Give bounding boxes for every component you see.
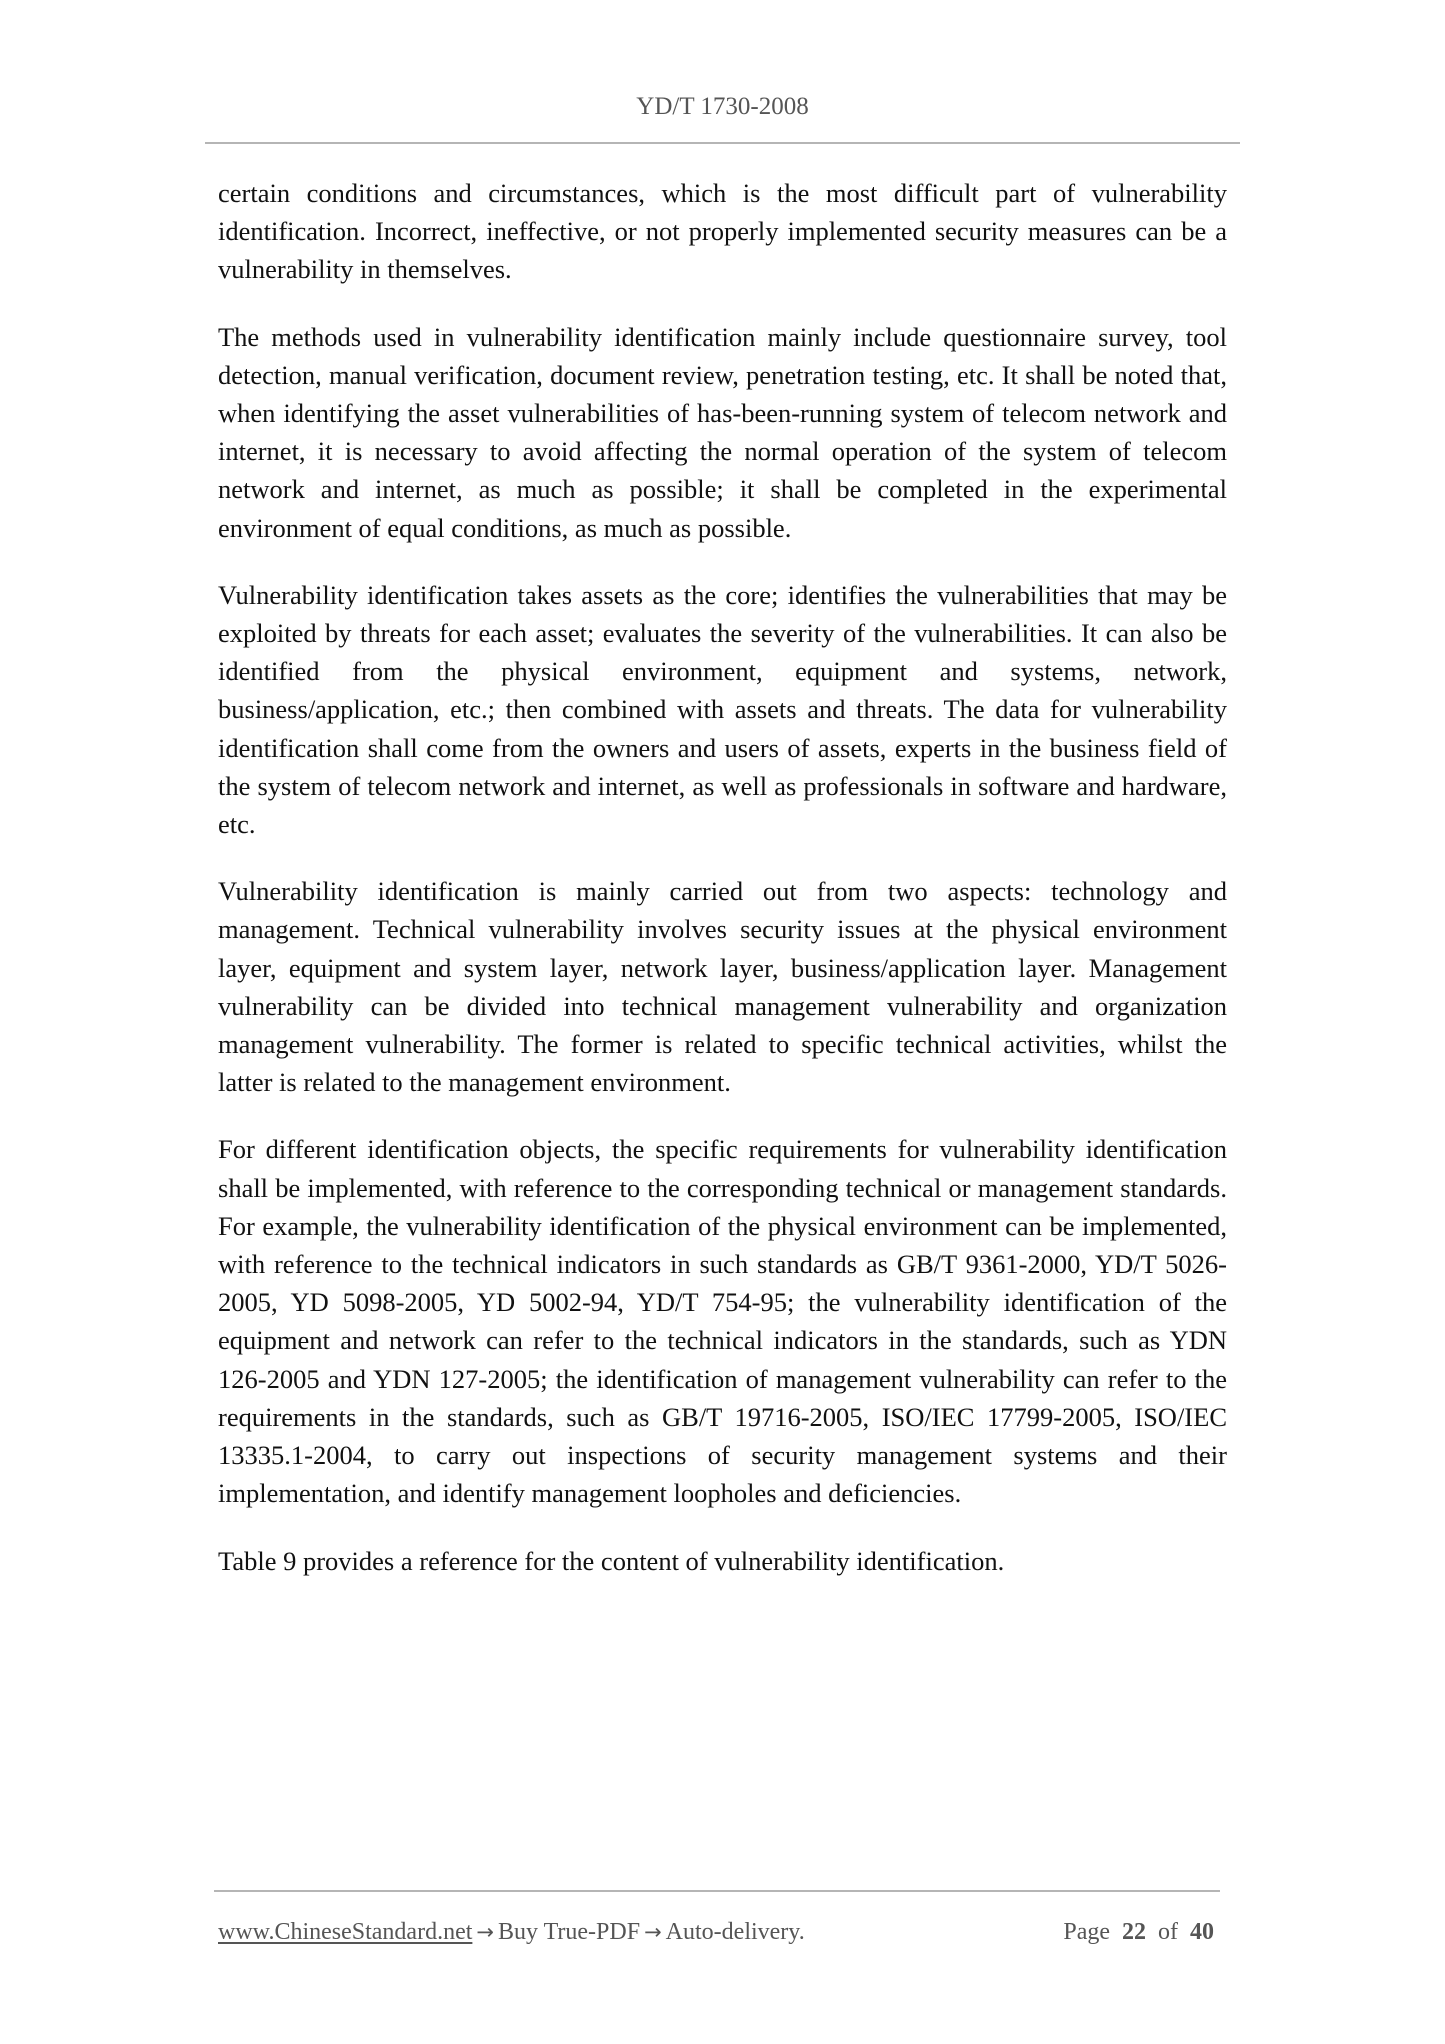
paragraph: certain conditions and circumstances, which is the most difficult part of vulnerability identification. Incorrect, ineffective, or not properly implemented security measures can be a vulnerability in themselves. <box>218 178 1227 285</box>
arrow-right-icon: → <box>476 1920 494 1944</box>
document-body <box>218 174 1227 1580</box>
arrow-right-icon: → <box>644 1920 662 1944</box>
header-divider <box>205 142 1240 144</box>
paragraph: The methods used in vulnerability identification mainly include questionnaire survey, tool detection, manual verification, document review, penetration testing, etc. It shall be noted that, when identifying the asset vulnerabilities of has-been-running system of telecom network and internet, it is necessary to avoid affecting the normal operation of the system of telecom network and internet, as much as possible; it shall be completed in the experimental environment of equal conditions, as much as possible. <box>218 321 1227 543</box>
paragraph: Table 9 provides a reference for the content of vulnerability identification. <box>218 1545 1005 1576</box>
website-link[interactable]: www.ChineseStandard.net <box>218 1919 473 1945</box>
page-footer <box>218 1914 1214 1950</box>
page-number <box>1063 1914 1214 1950</box>
page-current: 22 <box>1122 1919 1146 1945</box>
page-header <box>205 88 1240 126</box>
paragraph: For different identification objects, the specific requirements for vulnerability identification shall be implemented, with reference to the corresponding technical or management standards. For example, the vulnerability identification of the physical environment can be implemented, with reference to the technical indicators in such standards as GB/T 9361-2000, YD/T 5026-2005, YD 5098-2005, YD 5002-94, YD/T 754-95; the vulnerability identification of the equipment and network can refer to the technical indicators in the standards, such as YDN 126-2005 and YDN 127-2005; the identification of management vulnerability can refer to the requirements in the standards, such as GB/T 19716-2005, ISO/IEC 17799-2005, ISO/IEC 13335.1-2004, to carry out inspections of security management systems and their implementation, and identify management loopholes and deficiencies. <box>218 1134 1227 1509</box>
footer-promo <box>218 1914 805 1950</box>
document-code: YD/T 1730-2008 <box>636 93 809 120</box>
footer-step-buy: Buy True-PDF <box>498 1919 641 1945</box>
footer-step-delivery: Auto-delivery. <box>665 1919 805 1945</box>
footer-divider <box>214 1890 1220 1892</box>
page-of-label: of <box>1158 1919 1178 1945</box>
paragraph: Vulnerability identification takes assets as the core; identifies the vulnerabilities that may be exploited by threats for each asset; evaluates the severity of the vulnerabilities. It can also be identified from the physical environment, equipment and systems, network, business/application, etc.; then combined with assets and threats. The data for vulnerability identification shall come from the owners and users of assets, experts in the business field of the system of telecom network and internet, as well as professionals in software and hardware, etc. <box>218 579 1227 840</box>
paragraph: Vulnerability identification is mainly carried out from two aspects: technology and management. Technical vulnerability involves security issues at the physical environment layer, equipment and system layer, network layer, business/application layer. Management vulnerability can be divided into technical management vulnerability and organization management vulnerability. The former is related to specific technical activities, whilst the latter is related to the management environment. <box>218 876 1227 1098</box>
page-label: Page <box>1063 1919 1110 1945</box>
page-total: 40 <box>1190 1919 1214 1945</box>
